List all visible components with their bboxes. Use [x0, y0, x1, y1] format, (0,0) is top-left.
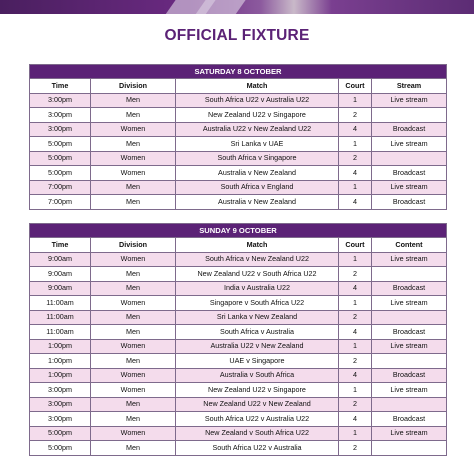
division-cell: Women: [91, 339, 176, 354]
division-cell: Men: [91, 137, 176, 152]
page-title: OFFICIAL FIXTURE: [164, 27, 310, 44]
division-cell: Women: [91, 383, 176, 398]
stream-cell: Broadcast: [372, 412, 447, 427]
table-row: [30, 93, 447, 108]
sunday-fixture-table: [29, 223, 447, 456]
time-cell: 9:00am: [30, 281, 91, 296]
column-header: Time: [30, 79, 91, 94]
table-row: [30, 137, 447, 152]
division-cell: Men: [91, 325, 176, 340]
table-row: [30, 441, 447, 456]
court-cell: 1: [339, 180, 372, 195]
stream-cell: Broadcast: [372, 195, 447, 210]
column-header: Match: [176, 79, 339, 94]
time-cell: 1:00pm: [30, 354, 91, 369]
division-cell: Women: [91, 368, 176, 383]
match-cell: South Africa U22 v Australia U22: [176, 412, 339, 427]
match-cell: New Zealand U22 v South Africa U22: [176, 267, 339, 282]
court-cell: 1: [339, 137, 372, 152]
table-row: [30, 310, 447, 325]
table-row: [30, 180, 447, 195]
court-cell: 1: [339, 339, 372, 354]
match-cell: Australia v South Africa: [176, 368, 339, 383]
court-cell: 4: [339, 122, 372, 137]
match-cell: Sri Lanka v New Zealand: [176, 310, 339, 325]
division-cell: Men: [91, 281, 176, 296]
stream-cell: Broadcast: [372, 325, 447, 340]
stream-cell: [372, 267, 447, 282]
table-row: [30, 426, 447, 441]
division-cell: Men: [91, 267, 176, 282]
match-cell: South Africa U22 v Australia U22: [176, 93, 339, 108]
time-cell: 11:00am: [30, 325, 91, 340]
match-cell: South Africa U22 v Australia: [176, 441, 339, 456]
column-header: Court: [339, 238, 372, 253]
column-header: Division: [91, 238, 176, 253]
division-cell: Women: [91, 166, 176, 181]
court-cell: 4: [339, 195, 372, 210]
stream-cell: Live stream: [372, 383, 447, 398]
column-header: Time: [30, 238, 91, 253]
match-cell: South Africa v New Zealand U22: [176, 252, 339, 267]
time-cell: 1:00pm: [30, 339, 91, 354]
court-cell: 2: [339, 267, 372, 282]
match-cell: Sri Lanka v UAE: [176, 137, 339, 152]
table-row: [30, 195, 447, 210]
court-cell: 1: [339, 383, 372, 398]
stream-cell: Broadcast: [372, 122, 447, 137]
table-row: [30, 151, 447, 166]
match-cell: South Africa v Australia: [176, 325, 339, 340]
time-cell: 5:00pm: [30, 441, 91, 456]
time-cell: 11:00am: [30, 310, 91, 325]
time-cell: 3:00pm: [30, 122, 91, 137]
time-cell: 3:00pm: [30, 397, 91, 412]
court-cell: 2: [339, 151, 372, 166]
match-cell: India v Australia U22: [176, 281, 339, 296]
division-cell: Men: [91, 354, 176, 369]
time-cell: 5:00pm: [30, 166, 91, 181]
table-row: [30, 397, 447, 412]
time-cell: 7:00pm: [30, 195, 91, 210]
time-cell: 3:00pm: [30, 108, 91, 123]
time-cell: 7:00pm: [30, 180, 91, 195]
stream-cell: [372, 151, 447, 166]
stream-cell: [372, 108, 447, 123]
stream-cell: Broadcast: [372, 166, 447, 181]
division-cell: Women: [91, 122, 176, 137]
table-row: [30, 267, 447, 282]
division-cell: Women: [91, 426, 176, 441]
time-cell: 5:00pm: [30, 137, 91, 152]
match-cell: New Zealand U22 v Singapore: [176, 383, 339, 398]
division-cell: Men: [91, 397, 176, 412]
table-row: [30, 252, 447, 267]
stream-cell: Live stream: [372, 426, 447, 441]
column-header: Stream: [372, 79, 447, 94]
stream-cell: Live stream: [372, 93, 447, 108]
court-cell: 4: [339, 325, 372, 340]
court-cell: 1: [339, 296, 372, 311]
stream-cell: [372, 310, 447, 325]
saturday-heading: SATURDAY 8 OCTOBER: [30, 65, 447, 79]
stream-cell: Live stream: [372, 180, 447, 195]
division-cell: Men: [91, 412, 176, 427]
table-row: [30, 383, 447, 398]
table-row: [30, 281, 447, 296]
division-cell: Women: [91, 252, 176, 267]
time-cell: 9:00am: [30, 252, 91, 267]
stream-cell: Live stream: [372, 137, 447, 152]
saturday-fixture-table: [29, 64, 447, 210]
court-cell: 1: [339, 426, 372, 441]
court-cell: 2: [339, 108, 372, 123]
court-cell: 2: [339, 397, 372, 412]
division-cell: Men: [91, 180, 176, 195]
column-header: Match: [176, 238, 339, 253]
stream-cell: Live stream: [372, 296, 447, 311]
time-cell: 5:00pm: [30, 151, 91, 166]
table-row: [30, 108, 447, 123]
court-cell: 4: [339, 412, 372, 427]
court-cell: 4: [339, 166, 372, 181]
court-cell: 4: [339, 368, 372, 383]
court-cell: 1: [339, 252, 372, 267]
sunday-heading: SUNDAY 9 OCTOBER: [30, 224, 447, 238]
table-row: [30, 339, 447, 354]
match-cell: Australia v New Zealand: [176, 195, 339, 210]
match-cell: New Zealand U22 v Singapore: [176, 108, 339, 123]
column-header: Court: [339, 79, 372, 94]
division-cell: Men: [91, 441, 176, 456]
match-cell: South Africa v England: [176, 180, 339, 195]
match-cell: South Africa v Singapore: [176, 151, 339, 166]
stream-cell: Broadcast: [372, 281, 447, 296]
court-cell: 2: [339, 310, 372, 325]
time-cell: 5:00pm: [30, 426, 91, 441]
column-header: Division: [91, 79, 176, 94]
table-row: [30, 354, 447, 369]
stream-cell: Live stream: [372, 252, 447, 267]
table-row: [30, 296, 447, 311]
court-cell: 4: [339, 281, 372, 296]
time-cell: 11:00am: [30, 296, 91, 311]
match-cell: Australia v New Zealand: [176, 166, 339, 181]
match-cell: New Zealand U22 v New Zealand: [176, 397, 339, 412]
match-cell: New Zealand v South Africa U22: [176, 426, 339, 441]
match-cell: Australia U22 v New Zealand U22: [176, 122, 339, 137]
match-cell: Singapore v South Africa U22: [176, 296, 339, 311]
division-cell: Men: [91, 108, 176, 123]
table-row: [30, 122, 447, 137]
time-cell: 3:00pm: [30, 383, 91, 398]
table-header-row: [30, 238, 447, 253]
table-row: [30, 368, 447, 383]
time-cell: 9:00am: [30, 267, 91, 282]
division-cell: Men: [91, 195, 176, 210]
column-header: Content: [372, 238, 447, 253]
stream-cell: Live stream: [372, 339, 447, 354]
time-cell: 3:00pm: [30, 412, 91, 427]
stream-cell: Broadcast: [372, 368, 447, 383]
table-row: [30, 412, 447, 427]
court-cell: 1: [339, 93, 372, 108]
division-cell: Women: [91, 296, 176, 311]
division-cell: Men: [91, 93, 176, 108]
court-cell: 2: [339, 441, 372, 456]
match-cell: UAE v Singapore: [176, 354, 339, 369]
stream-cell: [372, 441, 447, 456]
court-cell: 2: [339, 354, 372, 369]
table-header-row: [30, 79, 447, 94]
time-cell: 3:00pm: [30, 93, 91, 108]
table-row: [30, 325, 447, 340]
table-row: [30, 166, 447, 181]
header-banner-image: [0, 0, 474, 14]
time-cell: 1:00pm: [30, 368, 91, 383]
stream-cell: [372, 354, 447, 369]
division-cell: Men: [91, 310, 176, 325]
division-cell: Women: [91, 151, 176, 166]
match-cell: Australia U22 v New Zealand: [176, 339, 339, 354]
stream-cell: [372, 397, 447, 412]
